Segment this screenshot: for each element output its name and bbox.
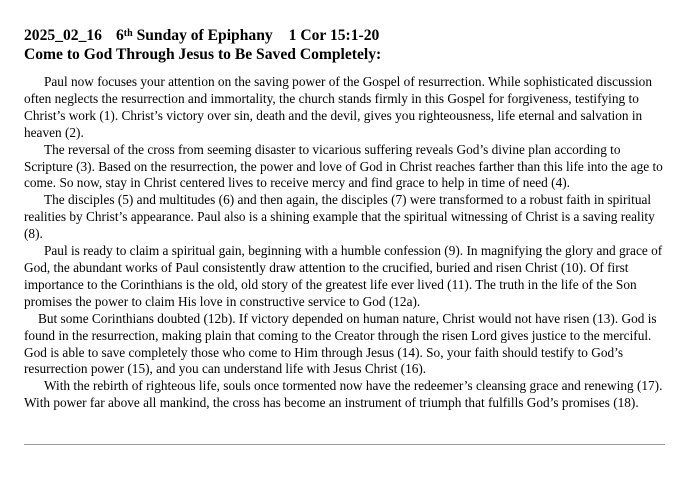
- header-line: [24, 26, 668, 45]
- sermon-body: [24, 74, 668, 412]
- paragraph-4: Paul is ready to claim a spiritual gain, beginning with a humble confession (9). In magnifying the glory and grace of God, the abundant works of Paul consistently draw attention to the crucified, buried and risen Christ (10). Of first importance to the Corinthians is the old, old story of the greatest life ever lived (11). The truth in the life of the Son promises the power to claim His love in constructive service to God (12a).: [24, 243, 663, 309]
- paragraph-3: The disciples (5) and multitudes (6) and then again, the disciples (7) were transformed to a robust faith in spiritual realities by Christ’s appearance. Paul also is a shining example that the spiritual witnessing of Christ is a saving reality (8).: [24, 192, 655, 242]
- sunday-number: 6: [115, 27, 124, 44]
- paragraph-2: The reversal of the cross from seeming disaster to vicarious suffering reveals God’s divine plan according to Scripture (3). Based on the resurrection, the power and love of God in Christ reaches farther than this life into the age to come. So now, stay in Christ centered lives to receive mercy and find grace to help in time of need (4).: [24, 141, 663, 191]
- paragraph-1: Paul now focuses your attention on the saving power of the Gospel of resurrection. While sophisticated discussion often neglects the resurrection and immortality, the church stands firmly in this Gospel for forgiveness, testifying to Christ’s work (1). Christ’s victory over sin, death and the devil, gives you righteousness, life eternal and salvation in heaven (2).: [24, 74, 652, 140]
- sunday-suffix: th: [123, 28, 133, 39]
- paragraph-5: But some Corinthians doubted (12b). If victory depended on human nature, Christ would not have risen (13). God is found in the resurrection, making plain that coming to the Creator through the risen Lord gives justice to the merciful. God is able to save completely those who come to Him through Jesus (14). So, your faith should testify to God’s resurrection power (15), and you can understand life with Jesus Christ (16).: [24, 310, 657, 377]
- sermon-document: [24, 26, 668, 412]
- paragraph-6: With the rebirth of righteous life, souls once tormented now have the redeemer’s cleansing grace and renewing (17). With power far above all mankind, the cross has become an instrument of triumph that fulfills God’s promises (18).: [24, 378, 663, 411]
- sermon-title: Come to God Through Jesus to Be Saved Completely:: [24, 46, 382, 63]
- bottom-divider: [24, 444, 665, 445]
- date: 2025_02_16: [24, 27, 102, 44]
- scripture-reference: 1 Cor 15:1-20: [288, 27, 380, 44]
- sunday-name: Sunday of Epiphany: [136, 27, 273, 44]
